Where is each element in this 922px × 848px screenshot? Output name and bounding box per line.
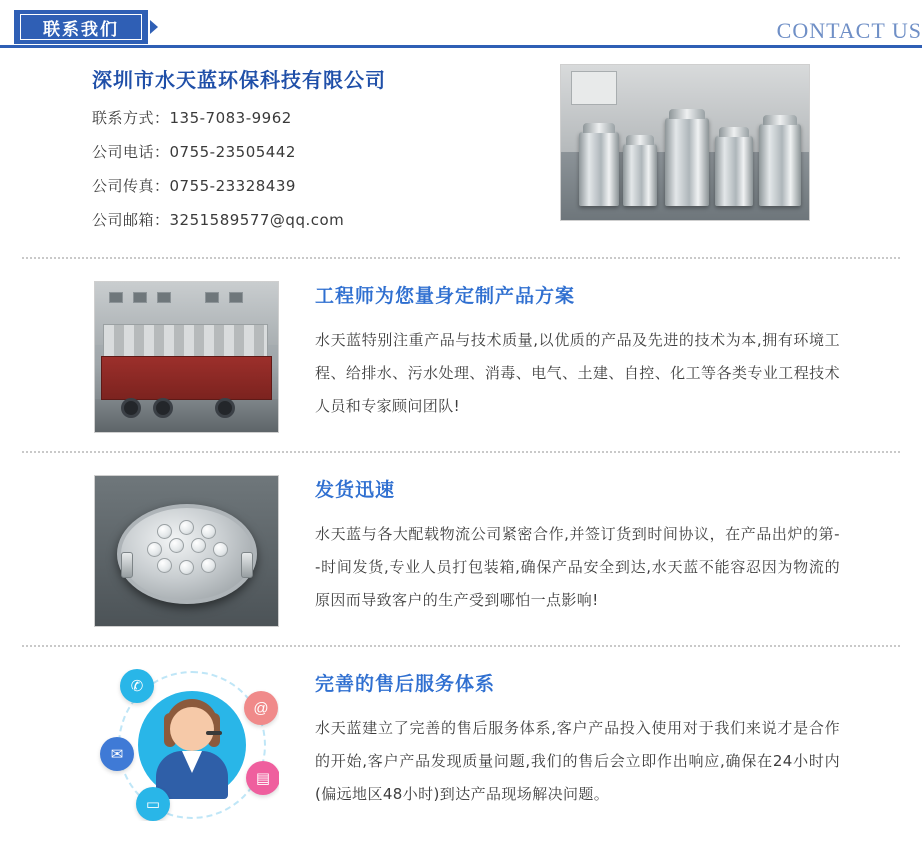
image-clamp [241,552,253,578]
feature-text [315,281,910,433]
feature-media [94,281,279,433]
section-tab-inner [20,14,142,40]
image-wheel [215,398,235,418]
company-info [12,64,560,243]
image-window [157,292,171,303]
company-block [12,48,910,257]
document-icon: ▤ [246,761,279,795]
image-cartridge [157,524,172,539]
image-window [109,292,123,303]
feature-title: 发货迅速 [315,479,396,501]
feature-row-custom-solution [12,259,910,451]
feature-title: 工程师为您量身定制产品方案 [315,285,576,307]
image-agent-headset [206,731,222,735]
image-truck-body [101,356,272,400]
image-wheel [153,398,173,418]
image-cartridge [191,538,206,553]
image-cartridge [169,538,184,553]
image-agent-head [170,707,214,751]
section-tab-contact[interactable] [14,10,148,44]
company-contact-mobile: 联系方式：135-7083-9962 [92,109,292,127]
image-cartridge [157,558,172,573]
image-vessel-top [117,504,257,604]
tab-arrow-icon [150,20,158,34]
company-contact-email: 公司邮箱：3251589577@qq.com [92,211,345,229]
feature-media [94,669,279,821]
company-contact-phone: 公司电话：0755-23505442 [92,143,296,161]
image-cartridge [201,558,216,573]
photo-window [571,71,617,105]
chat-icon: ▭ [136,787,170,821]
image-cartridge [179,560,194,575]
photo-vessel [623,144,657,206]
mail-icon: ✉ [100,737,134,771]
image-cartridge [213,542,228,557]
feature-row-after-sales [12,647,910,839]
feature-text [315,475,910,627]
feature-media [94,475,279,627]
company-photo [560,64,810,221]
section-tab-label: 联系我们 [43,19,119,40]
image-cartridge [201,524,216,539]
image-window [229,292,243,303]
feature-body: 水天蓝特别注重产品与技术质量,以优质的产品及先进的技术为本,拥有环境工程、给排水、污水处理、消毒、电气、土建、自控、化工等各类专业工程技术人员和专家顾问团队! [315,331,840,415]
feature-image-filter-vessel [94,475,279,627]
feature-image-customer-service [94,669,279,821]
feature-image-truck [94,281,279,433]
section-title-english: CONTACT US [776,18,922,43]
image-cartridge [147,542,162,557]
image-wheel [121,398,141,418]
page-content [0,48,922,839]
image-clamp [121,552,133,578]
photo-vessel [759,124,801,206]
at-icon: @ [244,691,278,725]
image-window [133,292,147,303]
feature-body: 水天蓝建立了完善的售后服务体系,客户产品投入使用对于我们来说才是合作的开始,客户产品发现质量问题,我们的售后会立即作出响应,确保在24小时内(偏远地区48小时)到达产品现场解决问题。 [315,719,840,803]
feature-title: 完善的售后服务体系 [315,673,496,695]
image-cartridge [179,520,194,535]
photo-vessel [665,118,709,206]
feature-row-fast-delivery [12,453,910,645]
image-window [205,292,219,303]
company-contact-fax: 公司传真：0755-23328439 [92,177,296,195]
photo-vessel [715,136,753,206]
phone-icon: ✆ [120,669,154,703]
image-cargo [103,324,268,358]
photo-vessel [579,132,619,206]
feature-text [315,669,910,821]
company-name: 深圳市水天蓝环保科技有限公司 [92,68,386,92]
feature-body: 水天蓝与各大配载物流公司紧密合作,并签订货到时间协议，在产品出炉的第- -时间发货,专业人员打包装箱,确保产品安全到达,水天蓝不能容忍因为物流的原因而导致客户的生产受到哪怕一点影响! [315,525,840,609]
page-header [0,0,922,48]
